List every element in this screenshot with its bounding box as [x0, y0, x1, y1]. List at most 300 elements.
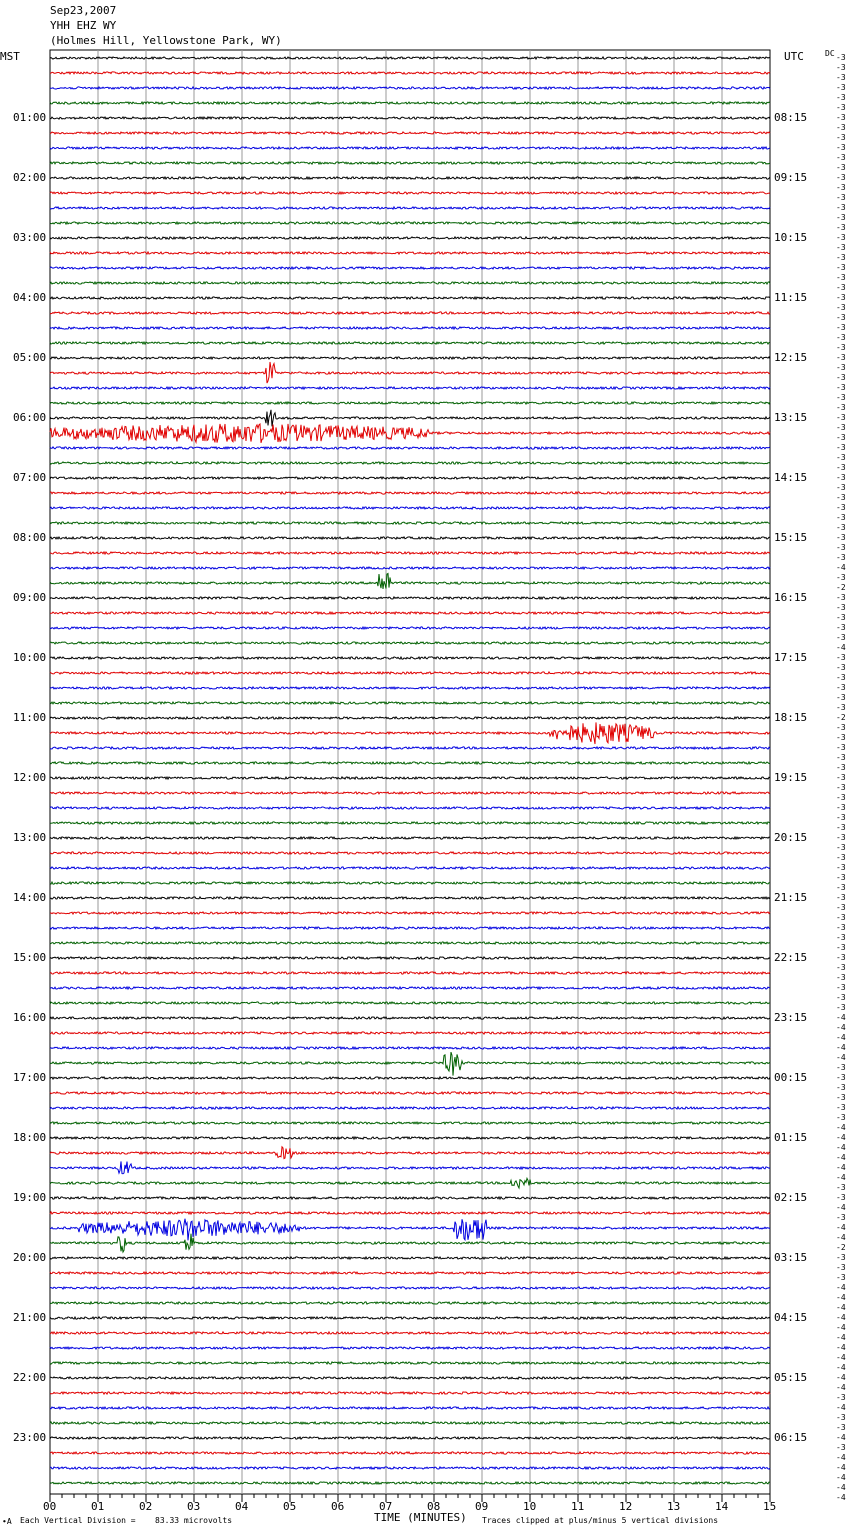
trace-line — [50, 162, 770, 164]
trace-line — [50, 410, 770, 427]
dc-offset-label: -3 — [836, 293, 846, 302]
trace-line — [50, 1392, 770, 1394]
x-tick-label: 13 — [667, 1500, 681, 1513]
left-hour-label: 21:00 — [13, 1311, 47, 1324]
dc-offset-label: -3 — [836, 773, 846, 782]
left-hour-label: 18:00 — [13, 1131, 47, 1144]
dc-offset-label: -3 — [836, 723, 846, 732]
dc-offset-label: -3 — [836, 303, 846, 312]
trace-line — [50, 1032, 770, 1034]
dc-offset-label: -4 — [836, 1333, 846, 1342]
dc-offset-label: -3 — [836, 733, 846, 742]
trace-line — [50, 1052, 770, 1076]
dc-offset-label: -4 — [836, 1453, 846, 1462]
dc-offset-label: -4 — [836, 1433, 846, 1442]
trace-line — [50, 1287, 770, 1289]
dc-offset-label: -3 — [836, 263, 846, 272]
trace-line — [50, 267, 770, 269]
right-hour-label: 16:15 — [774, 591, 808, 604]
trace-line — [50, 1092, 770, 1094]
dc-offset-label: -3 — [836, 393, 846, 402]
trace-line — [50, 522, 770, 524]
right-hour-label: 09:15 — [774, 171, 808, 184]
dc-offset-label: -4 — [836, 1373, 846, 1382]
clip-note: Traces clipped at plus/minus 5 vertical divisions — [482, 1516, 719, 1525]
right-hour-label: 11:15 — [774, 291, 808, 304]
right-hour-label: 02:15 — [774, 1191, 808, 1204]
dc-offset-label: -3 — [836, 373, 846, 382]
x-tick-label: 08 — [427, 1500, 441, 1513]
dc-offset-label: -3 — [836, 113, 846, 122]
left-hour-label: 16:00 — [13, 1011, 47, 1024]
trace-line — [50, 1161, 770, 1173]
left-hour-label: 15:00 — [13, 951, 47, 964]
left-hour-label: 12:00 — [13, 771, 47, 784]
dc-offset-label: -3 — [836, 613, 846, 622]
corner-mark: ∙A — [2, 1517, 12, 1526]
dc-offset-label: -4 — [836, 1303, 846, 1312]
trace-line — [50, 1332, 770, 1334]
left-hour-label: 01:00 — [13, 111, 47, 124]
trace-line — [50, 87, 770, 89]
trace-line — [50, 147, 770, 149]
trace-line — [50, 102, 770, 104]
dc-offset-label: -3 — [836, 853, 846, 862]
trace-line — [50, 117, 770, 119]
dc-offset-label: -3 — [836, 1083, 846, 1092]
trace-line — [50, 972, 770, 974]
dc-offset-label: -3 — [836, 693, 846, 702]
dc-offset-label: -4 — [836, 1483, 846, 1492]
dc-offset-label: -3 — [836, 673, 846, 682]
trace-line — [50, 1137, 770, 1139]
dc-offset-label: -3 — [836, 1273, 846, 1282]
dc-offset-label: -3 — [836, 233, 846, 242]
dc-offset-label: -3 — [836, 863, 846, 872]
trace-line — [50, 357, 770, 359]
dc-offset-label: -3 — [836, 163, 846, 172]
dc-offset-label: -4 — [836, 1293, 846, 1302]
x-tick-label: 06 — [331, 1500, 345, 1513]
trace-line — [50, 222, 770, 224]
dc-label: DC — [825, 49, 835, 58]
dc-offset-label: -3 — [836, 803, 846, 812]
dc-offset-label: -3 — [836, 243, 846, 252]
trace-line — [50, 447, 770, 449]
dc-offset-label: -4 — [836, 1223, 846, 1232]
dc-offset-label: -4 — [836, 1023, 846, 1032]
dc-offset-label: -3 — [836, 923, 846, 932]
dc-offset-label: -4 — [836, 1363, 846, 1372]
dc-offset-label: -3 — [836, 823, 846, 832]
left-hour-label: 05:00 — [13, 351, 47, 364]
left-hour-label: 07:00 — [13, 471, 47, 484]
dc-offset-label: -3 — [836, 103, 846, 112]
trace-line — [50, 424, 770, 443]
trace-line — [50, 1317, 770, 1319]
dc-offset-label: -3 — [836, 573, 846, 582]
left-hour-label: 08:00 — [13, 531, 47, 544]
right-timezone-label: UTC — [784, 50, 804, 63]
dc-offset-label: -2 — [836, 713, 846, 722]
right-hour-label: 15:15 — [774, 531, 808, 544]
dc-offset-label: -3 — [836, 933, 846, 942]
dc-offset-label: -4 — [836, 1313, 846, 1322]
trace-line — [50, 1234, 770, 1252]
dc-offset-label: -3 — [836, 893, 846, 902]
right-hour-label: 06:15 — [774, 1431, 808, 1444]
dc-offset-label: -3 — [836, 743, 846, 752]
left-hour-label: 02:00 — [13, 171, 47, 184]
trace-line — [50, 897, 770, 899]
right-hour-label: 10:15 — [774, 231, 808, 244]
dc-offset-label: -3 — [836, 343, 846, 352]
trace-line — [50, 252, 770, 254]
right-hour-label: 00:15 — [774, 1071, 808, 1084]
dc-offset-label: -4 — [836, 1033, 846, 1042]
dc-offset-label: -3 — [836, 873, 846, 882]
dc-offset-label: -3 — [836, 313, 846, 322]
trace-line — [50, 882, 770, 884]
x-tick-label: 05 — [283, 1500, 297, 1513]
trace-line — [50, 762, 770, 764]
trace-line — [50, 362, 770, 383]
right-hour-label: 23:15 — [774, 1011, 808, 1024]
dc-offset-label: -3 — [836, 1413, 846, 1422]
x-tick-label: 01 — [91, 1500, 105, 1513]
dc-offset-label: -3 — [836, 503, 846, 512]
trace-line — [50, 807, 770, 809]
dc-offset-label: -3 — [836, 183, 846, 192]
dc-offset-label: -4 — [836, 1143, 846, 1152]
trace-line — [50, 867, 770, 869]
trace-line — [50, 402, 770, 404]
trace-line — [50, 1362, 770, 1364]
trace-line — [50, 722, 770, 744]
trace-line — [50, 687, 770, 689]
right-hour-label: 12:15 — [774, 351, 808, 364]
dc-offset-label: -3 — [836, 333, 846, 342]
trace-line — [50, 552, 770, 554]
dc-offset-label: -3 — [836, 663, 846, 672]
trace-line — [50, 282, 770, 284]
dc-offset-label: -3 — [836, 1213, 846, 1222]
trace-line — [50, 927, 770, 929]
dc-offset-label: -4 — [836, 1353, 846, 1362]
dc-offset-label: -3 — [836, 63, 846, 72]
dc-offset-label: -3 — [836, 173, 846, 182]
trace-line — [50, 57, 770, 59]
trace-line — [50, 1437, 770, 1439]
dc-offset-label: -3 — [836, 833, 846, 842]
dc-offset-label: -3 — [836, 623, 846, 632]
dc-offset-label: -4 — [836, 1283, 846, 1292]
trace-line — [50, 1467, 770, 1469]
dc-offset-label: -3 — [836, 1193, 846, 1202]
dc-offset-label: -3 — [836, 193, 846, 202]
x-tick-label: 02 — [139, 1500, 153, 1513]
dc-offset-label: -3 — [836, 123, 846, 132]
right-hour-label: 17:15 — [774, 651, 808, 664]
trace-line — [50, 1002, 770, 1004]
trace-line — [50, 852, 770, 854]
trace-line — [50, 297, 770, 299]
dc-offset-label: -4 — [836, 1053, 846, 1062]
trace-line — [50, 312, 770, 314]
trace-line — [50, 327, 770, 329]
dc-offset-label: -3 — [836, 203, 846, 212]
dc-offset-label: -3 — [836, 1103, 846, 1112]
trace-line — [50, 642, 770, 644]
dc-offset-label: -3 — [836, 1183, 846, 1192]
dc-offset-label: -4 — [836, 1403, 846, 1412]
dc-offset-label: -2 — [836, 1243, 846, 1252]
x-tick-label: 10 — [523, 1500, 537, 1513]
trace-line — [50, 837, 770, 839]
trace-line — [50, 1212, 770, 1214]
trace-line — [50, 1047, 770, 1049]
trace-line — [50, 567, 770, 569]
dc-offset-label: -4 — [836, 1133, 846, 1142]
dc-offset-label: -3 — [836, 783, 846, 792]
dc-offset-label: -4 — [836, 1013, 846, 1022]
dc-offset-label: -3 — [836, 963, 846, 972]
dc-offset-label: -3 — [836, 423, 846, 432]
dc-offset-label: -3 — [836, 133, 846, 142]
dc-offset-label: -2 — [836, 583, 846, 592]
dc-offset-label: -4 — [836, 1473, 846, 1482]
dc-offset-label: -4 — [836, 643, 846, 652]
dc-offset-label: -3 — [836, 363, 846, 372]
trace-line — [50, 777, 770, 779]
dc-offset-label: -3 — [836, 463, 846, 472]
dc-offset-label: -3 — [836, 983, 846, 992]
trace-line — [50, 537, 770, 539]
dc-offset-label: -3 — [836, 793, 846, 802]
header-station: YHH EHZ WY — [50, 19, 117, 32]
left-hour-label: 19:00 — [13, 1191, 47, 1204]
trace-line — [50, 1482, 770, 1484]
trace-line — [50, 672, 770, 674]
dc-offset-label: -3 — [836, 633, 846, 642]
trace-line — [50, 1219, 770, 1241]
x-tick-label: 03 — [187, 1500, 201, 1513]
dc-offset-label: -3 — [836, 473, 846, 482]
dc-offset-label: -3 — [836, 913, 846, 922]
trace-line — [50, 132, 770, 134]
dc-offset-label: -3 — [836, 443, 846, 452]
dc-offset-label: -3 — [836, 253, 846, 262]
trace-line — [50, 177, 770, 179]
trace-line — [50, 1452, 770, 1454]
trace-line — [50, 597, 770, 599]
trace-line — [50, 1077, 770, 1079]
trace-line — [50, 342, 770, 344]
dc-offset-label: -3 — [836, 1423, 846, 1432]
dc-offset-label: -4 — [836, 1383, 846, 1392]
dc-offset-label: -3 — [836, 73, 846, 82]
left-hour-label: 03:00 — [13, 231, 47, 244]
dc-offset-label: -3 — [836, 603, 846, 612]
right-hour-label: 19:15 — [774, 771, 808, 784]
trace-line — [50, 1257, 770, 1259]
right-hour-label: 18:15 — [774, 711, 808, 724]
dc-offset-label: -3 — [836, 1003, 846, 1012]
trace-line — [50, 747, 770, 749]
trace-line — [50, 207, 770, 209]
dc-offset-label: -4 — [836, 1463, 846, 1472]
dc-offset-label: -3 — [836, 753, 846, 762]
left-timezone-label: MST — [0, 50, 20, 63]
x-tick-label: 14 — [715, 1500, 729, 1513]
dc-offset-label: -3 — [836, 223, 846, 232]
right-hour-label: 01:15 — [774, 1131, 808, 1144]
dc-offset-label: -3 — [836, 703, 846, 712]
right-hour-label: 03:15 — [774, 1251, 808, 1264]
dc-offset-label: -3 — [836, 1073, 846, 1082]
trace-line — [50, 1302, 770, 1304]
left-hour-label: 11:00 — [13, 711, 47, 724]
dc-offset-label: -3 — [836, 433, 846, 442]
right-hour-label: 13:15 — [774, 411, 808, 424]
right-hour-label: 14:15 — [774, 471, 808, 484]
dc-offset-label: -3 — [836, 323, 846, 332]
left-hour-label: 23:00 — [13, 1431, 47, 1444]
dc-offset-label: -3 — [836, 513, 846, 522]
dc-offset-label: -3 — [836, 213, 846, 222]
trace-line — [50, 72, 770, 74]
dc-offset-label: -4 — [836, 1203, 846, 1212]
right-hour-label: 08:15 — [774, 111, 808, 124]
dc-offset-label: -3 — [836, 1063, 846, 1072]
x-tick-label: 11 — [571, 1500, 585, 1513]
dc-offset-label: -3 — [836, 413, 846, 422]
trace-line — [50, 1122, 770, 1124]
dc-offset-label: -3 — [836, 653, 846, 662]
dc-offset-label: -4 — [836, 1163, 846, 1172]
trace-line — [50, 1422, 770, 1424]
dc-offset-label: -3 — [836, 493, 846, 502]
x-axis-label: TIME (MINUTES) — [374, 1511, 467, 1524]
header-location: (Holmes Hill, Yellowstone Park, WY) — [50, 34, 282, 47]
trace-line — [50, 1377, 770, 1379]
trace-line — [50, 1197, 770, 1199]
trace-line — [50, 237, 770, 239]
trace-line — [50, 192, 770, 194]
trace-line — [50, 792, 770, 794]
trace-line — [50, 1347, 770, 1349]
dc-offset-label: -3 — [836, 153, 846, 162]
x-tick-label: 00 — [43, 1500, 57, 1513]
trace-line — [50, 507, 770, 509]
dc-offset-label: -3 — [836, 883, 846, 892]
dc-offset-label: -3 — [836, 973, 846, 982]
left-hour-label: 06:00 — [13, 411, 47, 424]
x-tick-label: 12 — [619, 1500, 633, 1513]
trace-line — [50, 987, 770, 989]
x-tick-label: 15 — [763, 1500, 777, 1513]
dc-offset-label: -3 — [836, 813, 846, 822]
dc-offset-label: -3 — [836, 93, 846, 102]
trace-line — [50, 1407, 770, 1409]
dc-offset-label: -3 — [836, 1253, 846, 1262]
left-hour-label: 10:00 — [13, 651, 47, 664]
trace-line — [50, 387, 770, 389]
left-hour-label: 14:00 — [13, 891, 47, 904]
left-hour-label: 13:00 — [13, 831, 47, 844]
left-hour-label: 04:00 — [13, 291, 47, 304]
trace-line — [50, 612, 770, 614]
trace-line — [50, 657, 770, 659]
trace-line — [50, 627, 770, 629]
left-hour-label: 17:00 — [13, 1071, 47, 1084]
trace-line — [50, 1017, 770, 1019]
dc-offset-label: -4 — [836, 1123, 846, 1132]
dc-offset-label: -3 — [836, 903, 846, 912]
dc-offset-label: -3 — [836, 593, 846, 602]
left-hour-label: 09:00 — [13, 591, 47, 604]
dc-offset-label: -3 — [836, 763, 846, 772]
plot-frame — [50, 50, 770, 1494]
dc-offset-label: -4 — [836, 1173, 846, 1182]
trace-line — [50, 1107, 770, 1109]
scale-note-value: 83.33 microvolts — [155, 1516, 233, 1525]
dc-offset-label: -3 — [836, 53, 846, 62]
dc-offset-label: -3 — [836, 353, 846, 362]
trace-line — [50, 1178, 770, 1188]
trace-line — [50, 477, 770, 479]
dc-offset-label: -4 — [836, 1043, 846, 1052]
dc-offset-label: -3 — [836, 993, 846, 1002]
dc-offset-label: -3 — [836, 143, 846, 152]
trace-line — [50, 1272, 770, 1274]
dc-offset-label: -3 — [836, 1393, 846, 1402]
dc-offset-label: -3 — [836, 683, 846, 692]
right-hour-label: 20:15 — [774, 831, 808, 844]
dc-offset-label: -3 — [836, 1443, 846, 1452]
x-tick-label: 09 — [475, 1500, 489, 1513]
trace-line — [50, 717, 770, 719]
right-hour-label: 22:15 — [774, 951, 808, 964]
dc-offset-label: -4 — [836, 1233, 846, 1242]
dc-offset-label: -3 — [836, 843, 846, 852]
dc-offset-label: -3 — [836, 523, 846, 532]
trace-line — [50, 957, 770, 959]
trace-line — [50, 1147, 770, 1159]
dc-offset-label: -3 — [836, 283, 846, 292]
dc-offset-label: -4 — [836, 1493, 846, 1502]
dc-offset-label: -3 — [836, 553, 846, 562]
dc-offset-label: -3 — [836, 953, 846, 962]
dc-offset-label: -3 — [836, 83, 846, 92]
x-tick-label: 07 — [379, 1500, 393, 1513]
left-hour-label: 20:00 — [13, 1251, 47, 1264]
trace-line — [50, 702, 770, 704]
dc-offset-label: -3 — [836, 483, 846, 492]
left-hour-label: 22:00 — [13, 1371, 47, 1384]
trace-line — [50, 492, 770, 494]
dc-offset-label: -4 — [836, 1153, 846, 1162]
trace-line — [50, 574, 770, 589]
dc-offset-label: -3 — [836, 1113, 846, 1122]
dc-offset-label: -3 — [836, 1093, 846, 1102]
dc-offset-label: -3 — [836, 943, 846, 952]
dc-offset-label: -3 — [836, 273, 846, 282]
dc-offset-label: -3 — [836, 1263, 846, 1272]
scale-note-prefix: Each Vertical Division = — [20, 1516, 136, 1525]
dc-offset-label: -3 — [836, 403, 846, 412]
dc-offset-label: -3 — [836, 453, 846, 462]
